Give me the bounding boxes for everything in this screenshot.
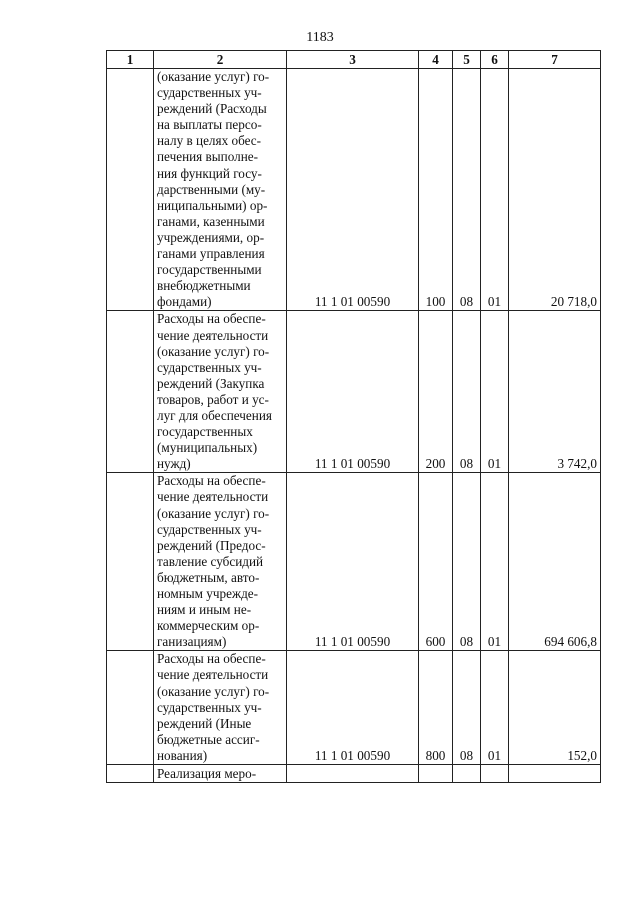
row-name-cell [154,473,287,651]
row-name-line: печения выполне- [157,149,258,165]
row-sum-cell: 20 718,0 [509,69,601,311]
row-name-line: (оказание услуг) го- [157,69,270,84]
row-name-line: чение деятельности [157,327,269,343]
row-name-cell [154,311,287,473]
row-name-line: внебюджетными [157,278,251,294]
row-name-line: чение деятельности [157,489,269,505]
row-name-line: Реализация меро- [157,765,257,781]
row-name-line: государственных [157,424,253,440]
row-name-line: нования) [157,747,208,763]
row-sum-cell: 3 742,0 [509,311,601,473]
row-name-line: (оказание услуг) го- [157,505,270,521]
row-name-line: бюджетные ассиг- [157,731,260,747]
row-name-cell [154,765,287,783]
row-name-line: сударственных уч- [157,359,262,375]
row-number-cell [107,311,154,473]
row-name-line: чение деятельности [157,667,269,683]
table-row [107,311,601,473]
row-name-line: ниям и иным не- [157,602,252,618]
row-name-cell [154,69,287,311]
row-subsection-cell: 01 [481,473,509,651]
table-row [107,69,601,311]
row-name-line: (оказание услуг) го- [157,343,270,359]
row-name-line: ганизациям) [157,634,227,650]
row-subsection-cell [481,765,509,783]
row-name-line: ниципальными) ор- [157,197,268,213]
row-name-line: товаров, работ и ус- [157,391,269,407]
row-name-line: (муниципальных) [157,440,258,456]
row-name-line: ганами управления [157,246,265,262]
row-subsection-cell: 01 [481,69,509,311]
row-name-line: номным учрежде- [157,586,259,601]
row-section-cell: 08 [453,651,481,765]
row-expense-type-cell [419,765,453,783]
row-sum-cell: 152,0 [509,651,601,765]
row-name-line: сударственных уч- [157,699,262,715]
row-name-line: реждений (Иные [157,715,252,731]
header-col-2: 2 [154,51,287,69]
row-name-line: на выплаты персо- [157,117,262,133]
row-sum-cell [509,765,601,783]
header-row [107,51,601,69]
budget-table [106,50,601,783]
row-name-line: ния функций госу- [157,165,262,181]
row-name-line: луг для обеспечения [157,407,272,423]
row-name-line: реждений (Расходы [157,101,267,117]
row-name-line: Расходы на обеспе- [157,473,266,489]
page-number: 1183 [306,30,334,45]
row-code-cell [287,765,419,783]
row-section-cell: 08 [453,311,481,473]
row-name-line: налу в целях обес- [157,133,262,149]
row-name-line: государственными [157,262,262,278]
row-number-cell [107,473,154,651]
row-subsection-cell: 01 [481,311,509,473]
row-name-line: сударственных уч- [157,85,262,101]
row-section-cell: 08 [453,473,481,651]
row-code-cell: 11 1 01 00590 [287,473,419,651]
row-sum-cell: 694 606,8 [509,473,601,651]
row-number-cell [107,651,154,765]
row-section-cell: 08 [453,69,481,311]
row-name-line: реждений (Закупка [157,375,265,391]
header-col-4: 4 [419,51,453,69]
table-row [107,473,601,651]
row-code-cell: 11 1 01 00590 [287,69,419,311]
row-expense-type-cell: 600 [419,473,453,651]
row-name-line: (оказание услуг) го- [157,683,270,699]
row-name-line: бюджетным, авто- [157,569,260,585]
row-name-line: ганами, казенными [157,213,265,229]
row-name-line: сударственных уч- [157,521,262,537]
row-code-cell: 11 1 01 00590 [287,311,419,473]
row-name-line: Расходы на обеспе- [157,311,266,327]
row-name-line: Расходы на обеспе- [157,651,266,667]
row-name-line: тавление субсидий [157,553,264,569]
header-col-1: 1 [107,51,154,69]
row-name-line: коммерческим ор- [157,618,260,634]
row-name-line: дарственными (му- [157,181,266,197]
header-col-3: 3 [287,51,419,69]
header-col-6: 6 [481,51,509,69]
row-name-cell [154,651,287,765]
row-subsection-cell: 01 [481,651,509,765]
table-row [107,765,601,783]
row-expense-type-cell: 800 [419,651,453,765]
row-number-cell [107,765,154,783]
row-name-line: нужд) [157,456,191,472]
header-col-7: 7 [509,51,601,69]
row-name-line: фондами) [157,294,212,310]
row-expense-type-cell: 100 [419,69,453,311]
row-expense-type-cell: 200 [419,311,453,473]
row-number-cell [107,69,154,311]
row-code-cell: 11 1 01 00590 [287,651,419,765]
row-name-line: учреждениями, ор- [157,229,265,245]
header-col-5: 5 [453,51,481,69]
row-name-line: реждений (Предос- [157,537,266,553]
table-row [107,651,601,765]
row-section-cell [453,765,481,783]
